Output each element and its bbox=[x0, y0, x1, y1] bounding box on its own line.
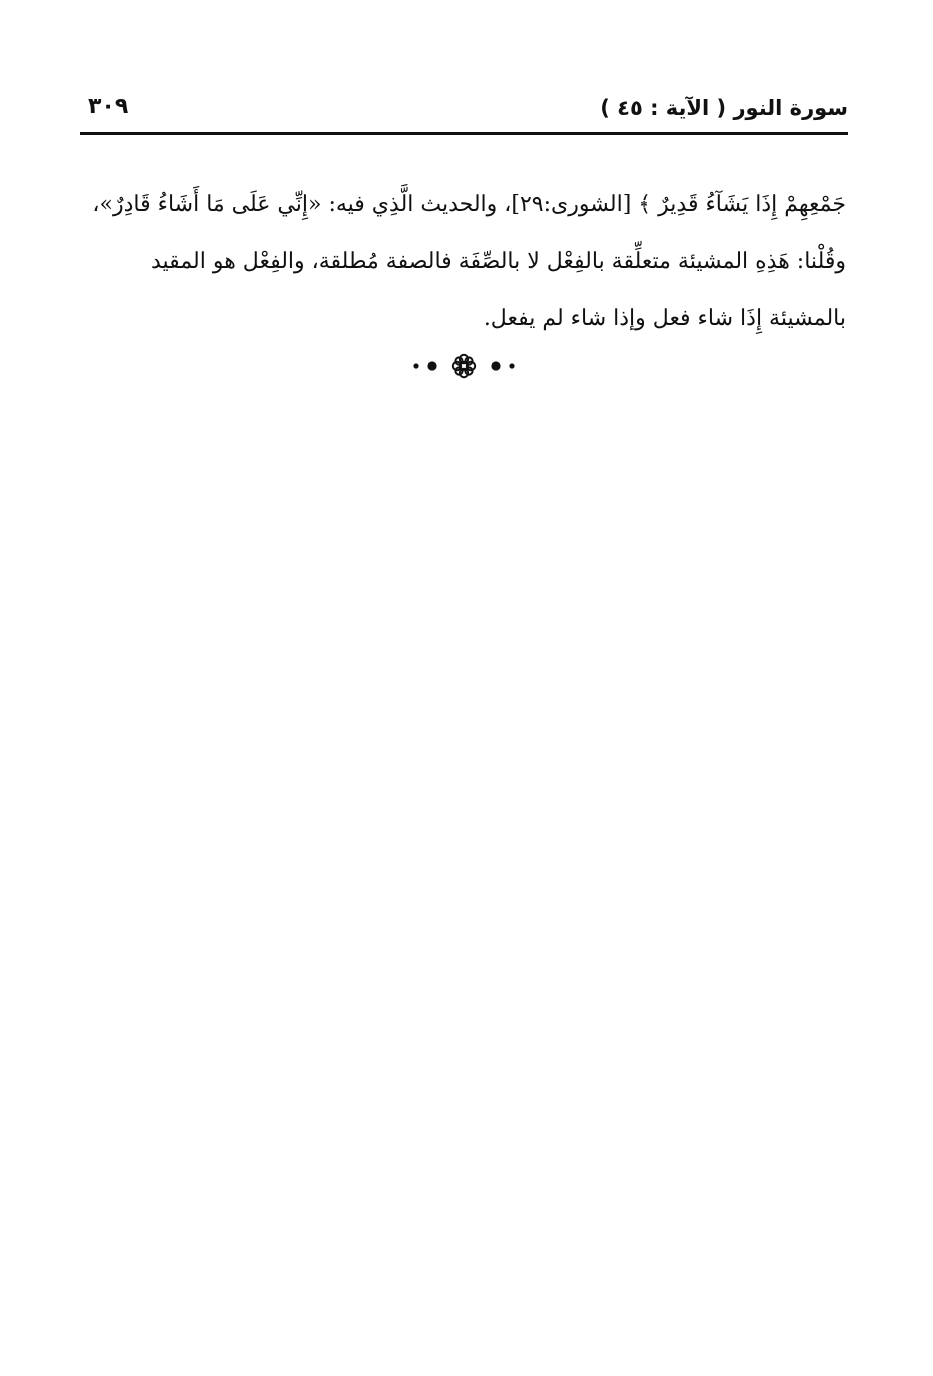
page-number: ٣٠٩ bbox=[88, 94, 129, 119]
text-line-1: جَمْعِهِمْ إِذَا يَشَآءُ قَدِيرٌ ﴾ [الشورى:٢٩]، والحديث الَّذِي فيه: «إِنِّي عَلَى مَا أَشَاءُ قَادِرٌ»، bbox=[92, 192, 846, 217]
header-rule bbox=[80, 132, 848, 135]
surah-title: سورة النور ( الآية : ٤٥ ) bbox=[600, 96, 848, 120]
text-line-3: بالمشيئة إِذَا شاء فعل وإذا شاء لم يفعل. bbox=[483, 306, 846, 331]
page-header bbox=[80, 92, 848, 132]
text-line-2: وقُلْنا: هَذِهِ المشيئة متعلِّقة بالفِعْل لا بالصِّفَة فالصفة مُطلقة، والفِعْل هو المقيد bbox=[151, 249, 846, 274]
body-text bbox=[80, 176, 846, 347]
floral-divider-icon bbox=[412, 352, 516, 380]
